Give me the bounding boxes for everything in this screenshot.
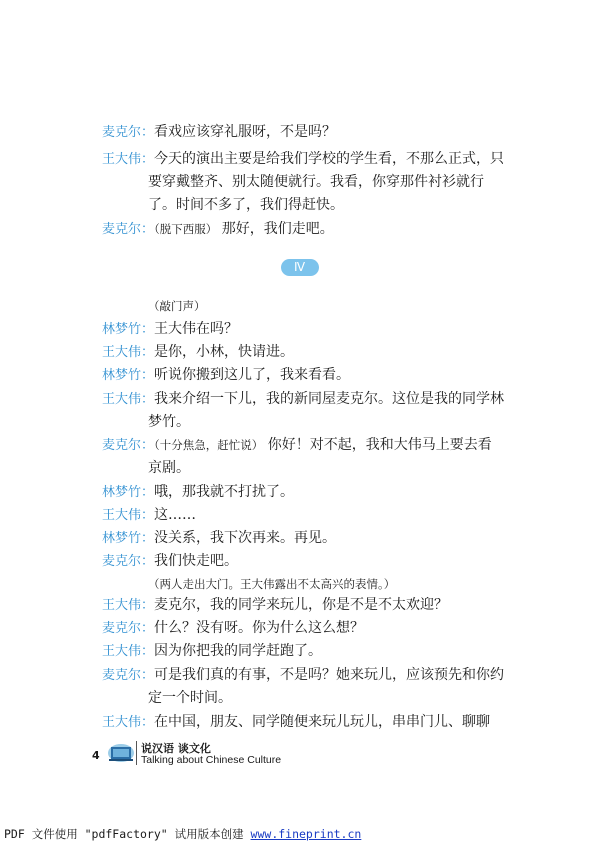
- speaker-name: 林梦竹：: [102, 531, 155, 546]
- dialogue-text: 没关系，我下次再来。再见。: [154, 530, 337, 546]
- dialogue-line: [102, 123, 336, 142]
- dialogue-text: 要穿戴整齐、别太随便就行。我看，你穿那件衬衫就行: [148, 174, 484, 190]
- dialogue-text: 因为你把我的同学赶跑了。: [154, 643, 323, 659]
- speaker-name: 王大伟：: [102, 392, 155, 407]
- footer-title-en: Talking about Chinese Culture: [141, 754, 282, 766]
- footer-title-cn: 说汉语 谈文化: [141, 742, 211, 755]
- dialogue-text: 了。时间不多了，我们得赶快。: [148, 197, 344, 213]
- speaker-name: 王大伟：: [102, 345, 155, 360]
- dialogue-line: [102, 220, 334, 239]
- dialogue-line: [102, 642, 322, 661]
- speaker-name: 王大伟：: [102, 152, 155, 167]
- dialogue-line: [102, 552, 238, 571]
- speaker-name: 王大伟：: [102, 598, 155, 613]
- stage-note: （十分焦急，赶忙说）: [154, 438, 264, 452]
- speaker-name: 麦克尔：: [102, 621, 155, 636]
- dialogue-text: 今天的演出主要是给我们学校的学生看，不那么正式，只: [154, 151, 505, 167]
- dialogue-text: 听说你搬到这儿了，我来看看。: [154, 367, 351, 383]
- footer-divider: [136, 741, 137, 765]
- speaker-name: 王大伟：: [102, 644, 155, 659]
- dialogue-text: 看戏应该穿礼服呀，不是吗？: [154, 124, 337, 140]
- fineprint-link[interactable]: www.fineprint.cn: [250, 827, 362, 841]
- speaker-name: 麦克尔：: [102, 222, 155, 237]
- dialogue-line: [102, 506, 196, 525]
- dialogue-text: 那好，我们走吧。: [221, 221, 334, 237]
- dialogue-line: [102, 529, 336, 548]
- dialogue-line: [102, 619, 364, 638]
- speaker-name: 麦克尔：: [102, 125, 155, 140]
- dialogue-text: 梦竹。: [148, 414, 190, 430]
- dialogue-text: 我来介绍一下儿，我的新同屋麦克尔。这位是我的同学林: [154, 391, 505, 407]
- dialogue-line: [102, 436, 492, 455]
- pdf-note-text: PDF 文件使用 "pdfFactory" 试用版本创建: [4, 827, 251, 841]
- dialogue-text: 什么？没有呀。你为什么这么想？: [154, 620, 365, 636]
- dialogue-text: 在中国，朋友、同学随便来玩儿玩儿，串串门儿、聊聊: [154, 714, 491, 730]
- speaker-name: 王大伟：: [102, 715, 155, 730]
- dialogue-line: [102, 150, 504, 169]
- pdf-watermark-note: [4, 826, 361, 842]
- dialogue-text: 你好！对不起，我和大伟马上要去看: [267, 437, 492, 453]
- dialogue-line: [102, 390, 504, 409]
- dialogue-line: [102, 666, 504, 685]
- stage-direction: （敲门声）: [148, 299, 206, 313]
- dialogue-text: 王大伟在吗？: [154, 321, 239, 337]
- speaker-name: 王大伟：: [102, 508, 155, 523]
- stage-note: （脱下西服）: [154, 222, 218, 236]
- dialogue-line: [102, 483, 294, 502]
- stage-direction: （两人走出大门。王大伟露出不太高兴的表情。）: [148, 577, 396, 591]
- dialogue-text: 我们快走吧。: [154, 553, 239, 569]
- speaker-name: 麦克尔：: [102, 668, 155, 683]
- dialogue-text: 麦克尔，我的同学来玩儿，你是不是不太欢迎？: [154, 597, 449, 613]
- speaker-name: 林梦竹：: [102, 322, 155, 337]
- speaker-name: 林梦竹：: [102, 368, 155, 383]
- speaker-name: 麦克尔：: [102, 438, 155, 453]
- dialogue-text: 哦，那我就不打扰了。: [154, 484, 295, 500]
- dialogue-text: 这……: [154, 507, 197, 523]
- dialogue-line: [102, 596, 448, 615]
- page-number: 4: [92, 749, 100, 762]
- book-logo-icon: [106, 740, 136, 764]
- dialogue-line: [102, 343, 294, 362]
- dialogue-text: 定一个时间。: [148, 690, 232, 706]
- dialogue-text: 可是我们真的有事，不是吗？她来玩儿，应该预先和你约: [154, 667, 505, 683]
- dialogue-text: 是你，小林，快请进。: [154, 344, 295, 360]
- section-badge: Ⅳ: [281, 259, 319, 276]
- dialogue-line: [102, 366, 350, 385]
- dialogue-text: 京剧。: [148, 460, 190, 476]
- speaker-name: 林梦竹：: [102, 485, 155, 500]
- dialogue-line: [102, 713, 490, 732]
- speaker-name: 麦克尔：: [102, 554, 155, 569]
- dialogue-line: [102, 320, 238, 339]
